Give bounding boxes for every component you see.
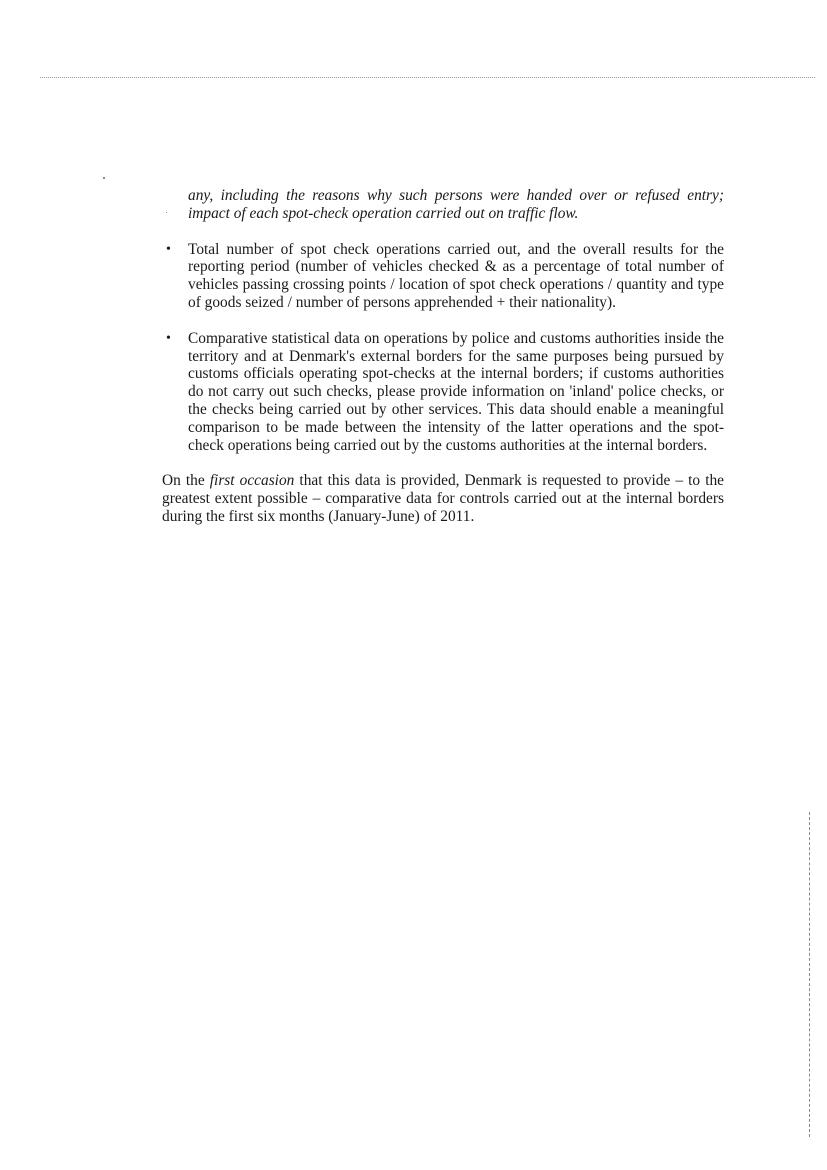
bullet-icon: • <box>166 241 171 257</box>
closing-paragraph <box>162 472 724 525</box>
bullet-item-comparative <box>162 330 724 455</box>
bullet-text: Comparative statistical data on operations by police and customs authorities inside the territory and at Denmark's external borders for the same purposes being pursued by customs officials operating spot-checks at the internal borders; if customs authorities do not carry out such checks, please provide information on 'inland' police checks, or the checks being carried out by other services. This data should enable a meaningful comparison to be made between the intensity of the latter operations and the spot-check operations being carried out by the customs authorities at the internal borders. <box>188 329 724 454</box>
closing-suffix: that this data is provided, Denmark is requested to provide – to the greatest extent possible – comparative data for controls carried out at the internal borders during the first six months (January-June) of 2011. <box>162 472 724 525</box>
continued-paragraph: any, including the reasons why such persons were handed over or refused entry; impact of each spot-check operation carried out on traffic flow. <box>188 187 724 222</box>
header-rule <box>40 77 815 78</box>
closing-emphasis: first occasion <box>209 472 295 490</box>
bullet-text: Total number of spot check operations carried out, and the overall results for the reporting period (number of vehicles checked & as a percentage of total number of vehicles passing crossing points / location of spot check operations / quantity and type of goods seized / number of persons apprehended + their nationality). <box>188 240 724 311</box>
closing-prefix: On the <box>162 472 210 490</box>
bullet-item-totals <box>162 241 724 312</box>
document-body <box>162 187 724 526</box>
scan-speck <box>103 177 105 179</box>
scan-edge-line <box>809 812 810 1137</box>
bullet-icon: • <box>166 330 171 346</box>
